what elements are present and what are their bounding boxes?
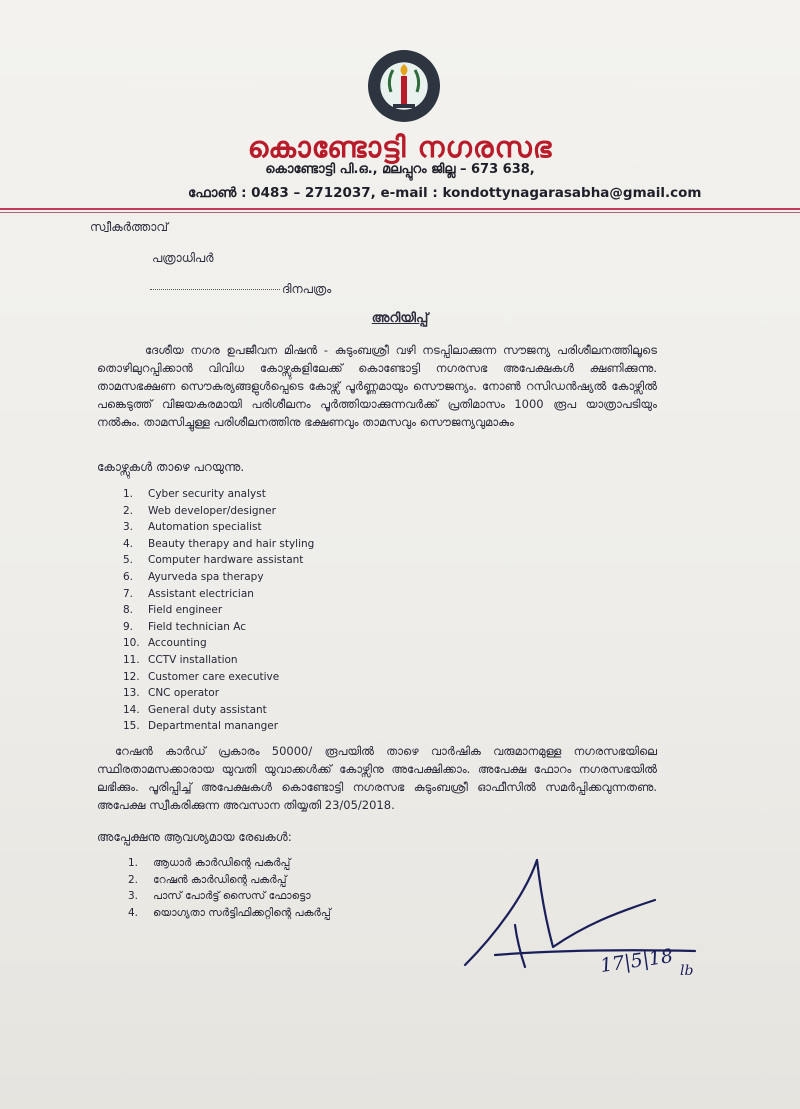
- course-item-number: 14.: [123, 703, 140, 716]
- municipality-title: കൊണ്ടോട്ടി നഗരസഭ: [247, 130, 553, 164]
- course-item-number: 12.: [123, 670, 140, 683]
- contact-line: ഫോൺ : 0483 – 2712037, e-mail : kondottynagarasabha@gmail.com: [188, 185, 702, 201]
- course-item: [123, 637, 314, 654]
- torch-emblem-icon: [385, 62, 423, 110]
- document-item: [128, 907, 331, 924]
- course-item-number: 9.: [123, 620, 134, 633]
- handwritten-signature: [455, 855, 715, 985]
- course-item-text: Customer care executive: [148, 670, 280, 683]
- course-item: [123, 588, 314, 605]
- course-item-text: CCTV installation: [148, 653, 238, 666]
- course-item: [123, 538, 314, 555]
- course-item-number: 6.: [123, 570, 134, 583]
- course-list: [123, 488, 314, 737]
- document-item-text: റേഷൻ കാർഡിന്റെ പകർപ്പ്: [153, 873, 287, 886]
- course-item: [123, 571, 314, 588]
- document-item: [128, 890, 331, 907]
- course-item: [123, 704, 314, 721]
- document-item-number: 1.: [128, 857, 139, 869]
- course-item-number: 2.: [123, 504, 134, 517]
- municipality-seal-logo: [368, 50, 440, 122]
- course-item: [123, 671, 314, 688]
- document-item: [128, 857, 331, 874]
- course-item-text: Departmental mananger: [148, 720, 279, 733]
- course-item-number: 13.: [123, 687, 140, 700]
- course-item-number: 3.: [123, 521, 134, 534]
- course-item: [123, 654, 314, 671]
- documents-intro: അപ്പേക്ഷനു ആവശ്യമായ രേഖകൾ:: [97, 830, 292, 844]
- course-item-text: Computer hardware assistant: [148, 554, 304, 567]
- course-item-number: 8.: [123, 604, 134, 617]
- course-item: [123, 687, 314, 704]
- course-item: [123, 488, 314, 505]
- course-item-text: Accounting: [148, 637, 207, 650]
- course-item-text: Assistant electrician: [148, 587, 254, 600]
- document-item-text: പാസ് പോർട്ട് സൈസ് ഫോട്ടൊ: [153, 890, 311, 903]
- notice-paragraph-1: ദേശീയ നഗര ഉപജീവന മിഷൻ - കുടുംബശ്രീ വഴി നടപ്പിലാക്കുന്ന സൗജന്യ പരിശീലനത്തിലൂടെ തൊഴിലുറപ്പിക്കാൻ വിവിധ കോഴ്സുകളിലേക്ക് കൊണ്ടോട്ടി നഗരസഭ അപേക്ഷകൾ ക്ഷണിക്കുന്നു. താമസഭക്ഷണ സൌകര്യങ്ങളുൾപ്പെടെ കോഴ്സ് പൂർണ്ണമായും സൌജന്യം. നോൺ റസിഡൻഷ്യൽ കോഴ്സിൽ പങ്കെടുത്ത് വിജയകരമായി പരിശീലനം പൂർത്തിയാക്കുന്നവർക്ക് പ്രതിമാസം 1000 രൂപ യാത്രാപടിയും നൽകും. താമസിച്ചുള്ള പരിശീലനത്തിനു ഭക്ഷണവും താമസവും സൌജന്യവുമാകും: [97, 343, 657, 429]
- newspaper-blank-line: [150, 289, 280, 290]
- document-item: [128, 874, 331, 891]
- municipality-address: കൊണ്ടോട്ടി പി.ഒ., മലപ്പുറം ജില്ല – 673 638,: [265, 162, 535, 177]
- signature-initials: lb: [680, 963, 694, 979]
- document-item-text: യൊഗ്യതാ സർട്ടിഫിക്കറ്റിന്റെ പകർപ്പ്: [153, 906, 331, 919]
- course-item-text: Field technician Ac: [148, 620, 247, 633]
- course-item-number: 5.: [123, 554, 134, 567]
- course-item: [123, 720, 314, 737]
- signature-date: 17|5|18: [598, 945, 675, 977]
- newspaper-label: ദിനപത്രം: [282, 282, 332, 296]
- course-item-text: Ayurveda spa therapy: [148, 570, 264, 583]
- course-item-text: CNC operator: [148, 687, 220, 700]
- course-item-text: Automation specialist: [148, 521, 262, 534]
- course-item-text: Field engineer: [148, 604, 223, 617]
- document-item-text: ആധാർ കാർഡിന്റെ പകർപ്പ്: [153, 857, 291, 869]
- document-item-number: 4.: [128, 906, 139, 919]
- course-item: [123, 621, 314, 638]
- editor-label: പത്രാധിപർ: [152, 251, 214, 265]
- course-item-number: 7.: [123, 587, 134, 600]
- documents-list: [128, 857, 331, 923]
- course-item: [123, 604, 314, 621]
- header-divider-thin: [0, 212, 800, 213]
- document-item-number: 3.: [128, 890, 139, 903]
- course-item: [123, 554, 314, 571]
- course-item: [123, 505, 314, 522]
- document-item-number: 2.: [128, 873, 139, 886]
- notice-paragraph-2: റേഷൻ കാർഡ് പ്രകാരം 50000/ രൂപയിൽ താഴെ വാർഷിക വരുമാനമുള്ള നഗരസഭയിലെ സ്ഥിരതാമസക്കാരായ യുവതി യുവാക്കൾക്ക് കോഴ്സിനു അപേക്ഷിക്കാം. അപേക്ഷ ഫോറം നഗരസഭയിൽ ലഭിക്കും. പൂരിപ്പിച്ച് അപേക്ഷകൾ കൊണ്ടോട്ടി നഗരസഭ കുടുംബശ്രീ ഓഫീസിൽ സമർപ്പിക്കവുന്നതണു. അപേക്ഷ സ്വീകരിക്കുന്ന അവസാന തിയ്യതി 23/05/2018.: [97, 744, 657, 812]
- course-item-number: 11.: [123, 653, 140, 666]
- recipient-label: സ്വീകർത്താവ്: [90, 220, 168, 234]
- notice-heading: അറിയിപ്പ്: [371, 311, 429, 326]
- header-divider: [0, 208, 800, 210]
- course-item-text: Beauty therapy and hair styling: [148, 537, 315, 550]
- course-item-text: Cyber security analyst: [148, 488, 266, 500]
- course-item-text: Web developer/designer: [148, 504, 276, 517]
- course-item-number: 4.: [123, 537, 134, 550]
- course-item-number: 10.: [123, 637, 140, 650]
- course-item: [123, 521, 314, 538]
- course-item-number: 1.: [123, 488, 134, 500]
- course-item-text: General duty assistant: [148, 703, 267, 716]
- course-item-number: 15.: [123, 720, 140, 733]
- courses-intro: കോഴ്സുകൾ താഴെ പറയുന്നു.: [97, 460, 245, 474]
